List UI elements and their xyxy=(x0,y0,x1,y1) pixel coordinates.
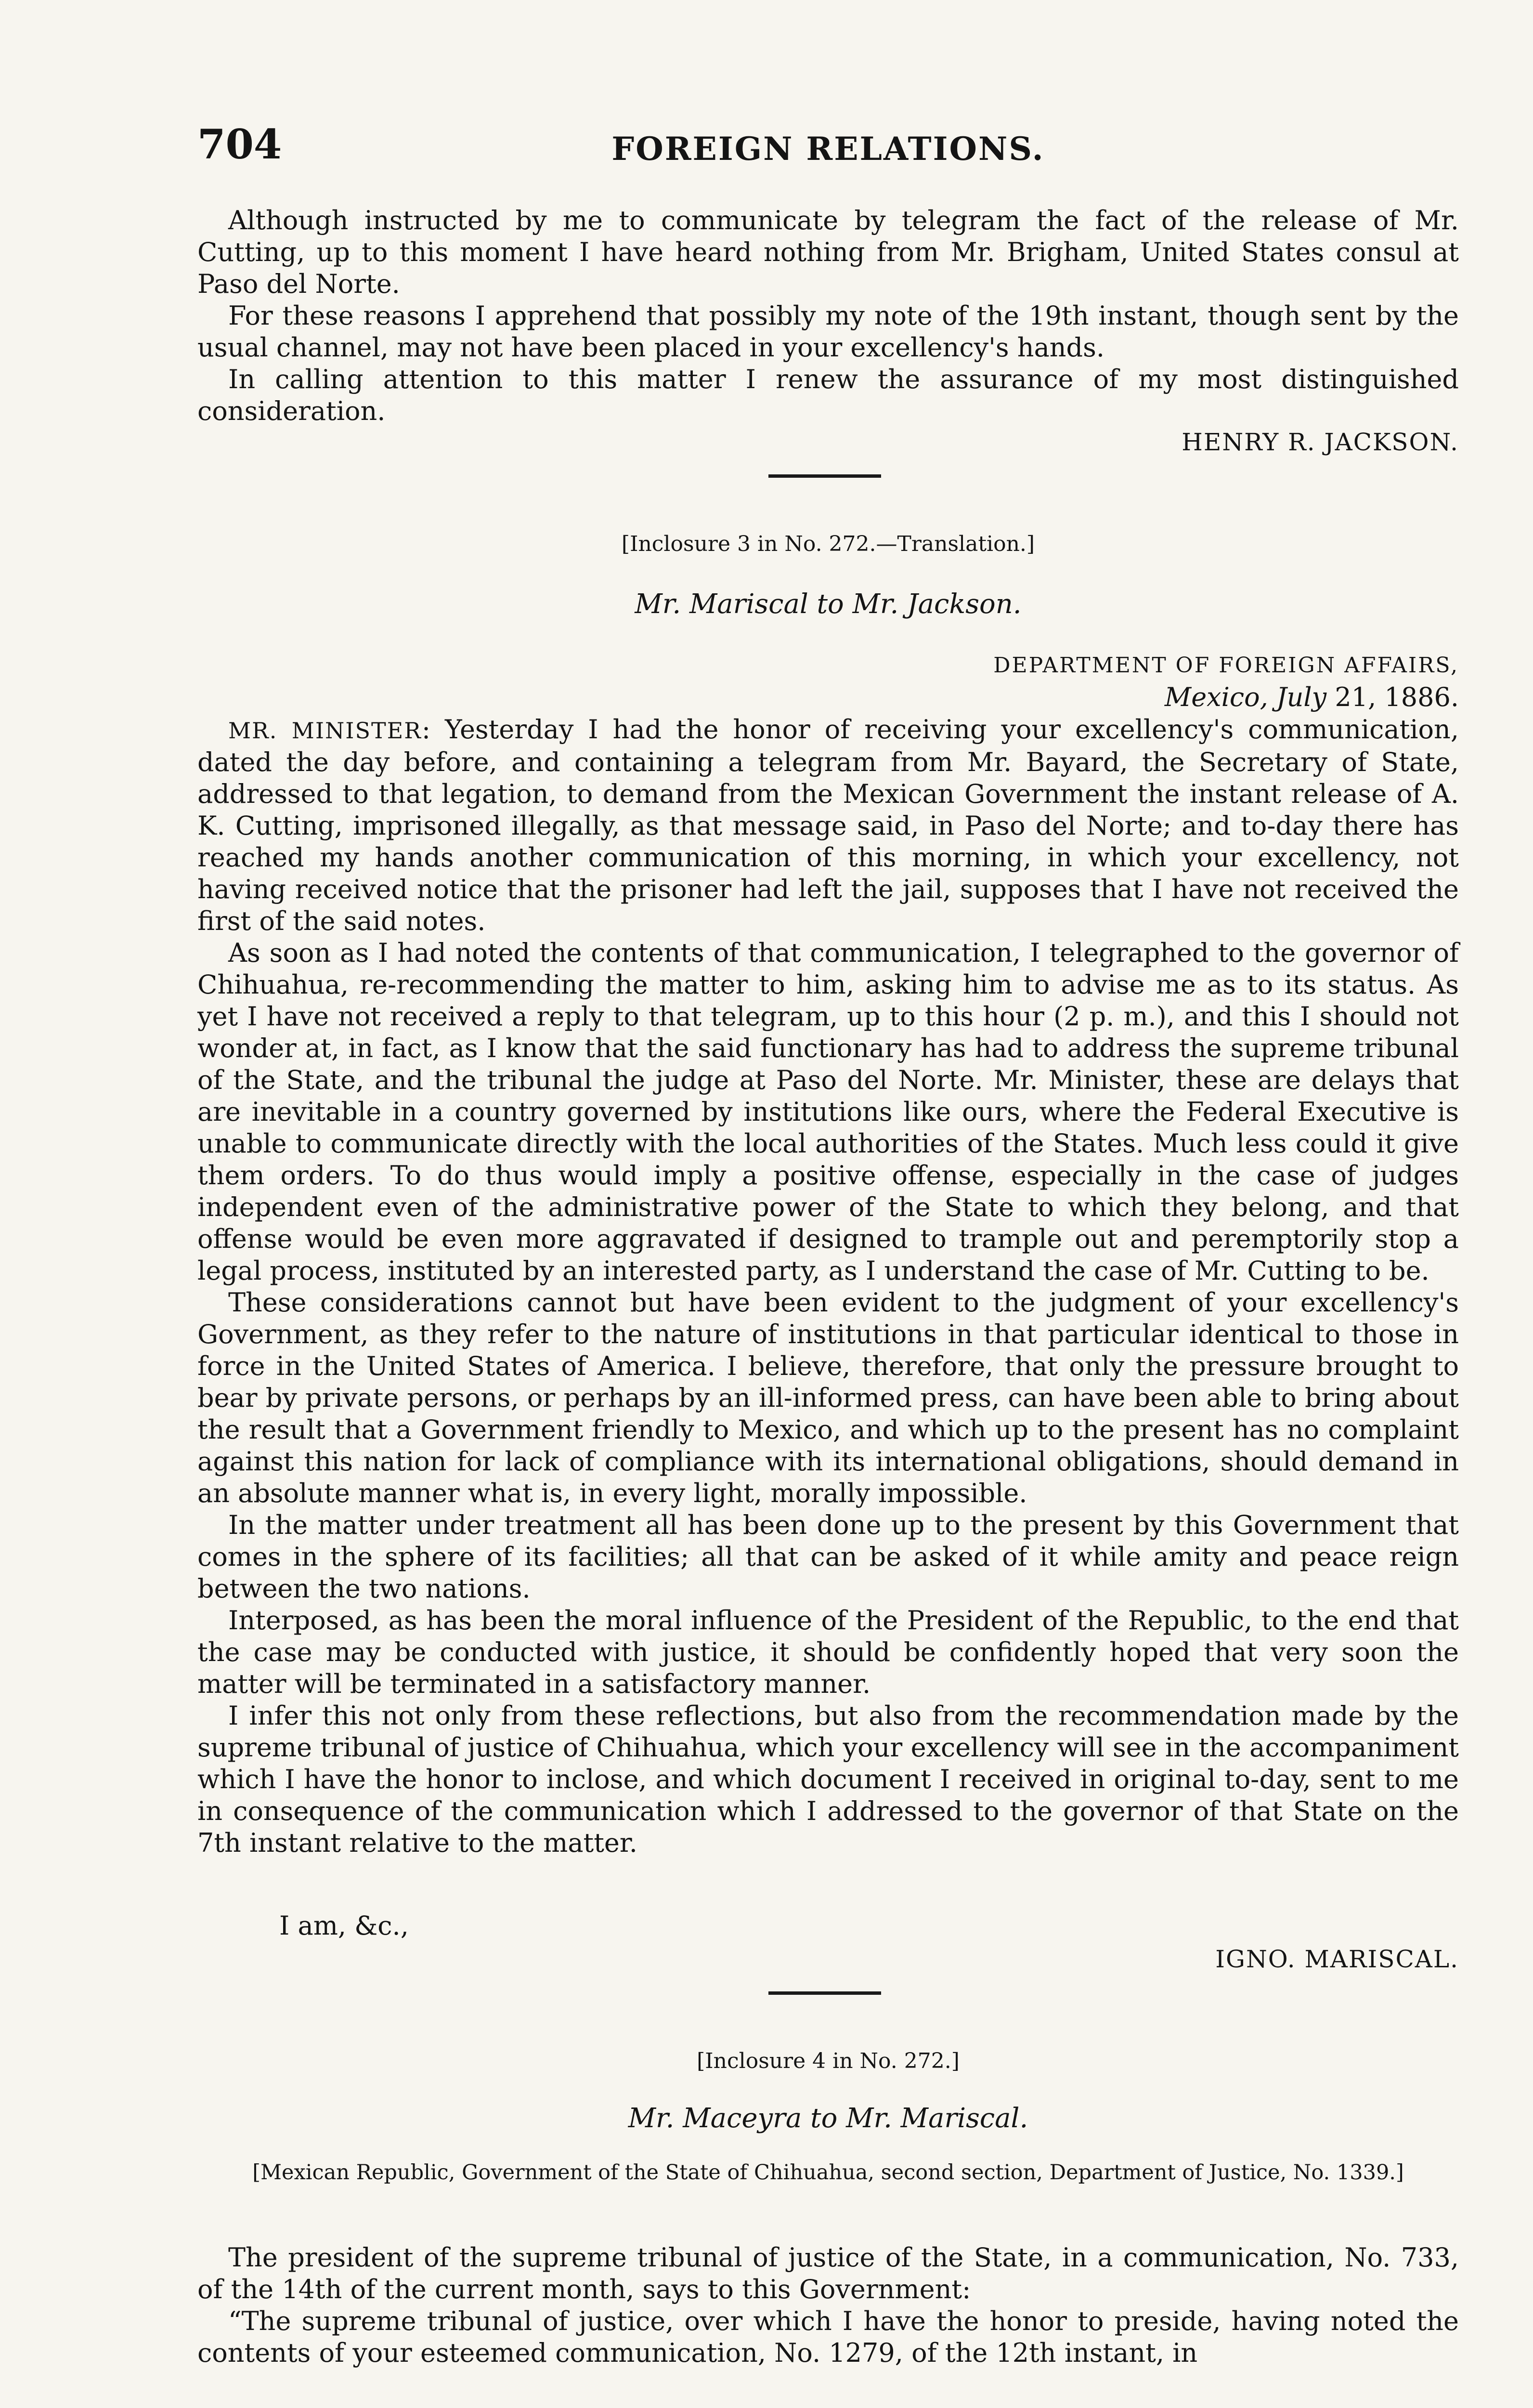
paragraph: “The supreme tribunal of justice, over which I have the honor to preside, having noted the contents of your esteemed communication, No. 1279, of the 12th instant, in xyxy=(197,2306,1459,2368)
section-divider xyxy=(768,1991,881,1995)
inclosure-3-title: Mr. Mariscal to Mr. Jackson. xyxy=(635,589,1022,620)
paragraph: These considerations cannot but have been evident to the judgment of your excellency's Government, as they refer to the nature of institutions in that particular identical to those in force in the United States of America. I believe, therefore, that only the pressure brought to bear by private persons, or perhaps by an ill-informed press, can have been able to bring about the result that a Government friendly to Mexico, and which up to the present has no complaint against this nation for lack of compliance with its international obligations, should demand in an absolute manner what is, in every light, morally impossible. xyxy=(197,1287,1459,1508)
closing: I am, &c., xyxy=(279,1911,409,1941)
running-title: FOREIGN RELATIONS. xyxy=(611,130,1045,168)
salutation: MR. MINISTER xyxy=(228,718,422,744)
section-divider xyxy=(768,474,881,478)
department-line xyxy=(993,648,1459,681)
signature-mariscal: IGNO. MARISCAL. xyxy=(1215,1945,1459,1973)
paragraph xyxy=(197,714,1459,937)
inclosure-3-heading: [Inclosure 3 in No. 272.—Translation.] xyxy=(621,532,1035,556)
paragraph: As soon as I had noted the contents of that communication, I telegraphed to the governor of Chihuahua, re-recommending the matter to him, asking him to advise me as to its status. As yet I have not received a reply to that telegram, up to this hour (2 p. m.), and this I should not wonder at, in fact, as I know that the said functionary has had to address the supreme tribunal of the State, and the tribunal the judge at Paso del Norte. Mr. Minister, these are delays that are inevitable in a country governed by institutions like ours, where the Federal Executive is unable to communicate directly with the local authorities of the States. Much less could it give them orders. To do thus would imply a positive offense, especially in the case of judges independent even of the administrative power of the State to which they belong, and that offense would be even more aggravated if designed to trample out and peremptorily stop a legal process, instituted by an interested party, as I understand the case of Mr. Cutting to be. xyxy=(197,938,1459,1286)
subheading-text: [Mexican Republic, Government of the State of Chihuahua, second section, Department of Justice, No. 1339.] xyxy=(252,2160,1404,2185)
inclosure-4-title: Mr. Maceyra to Mr. Mariscal. xyxy=(628,2103,1028,2134)
date-place: Mexico, July xyxy=(1164,682,1327,712)
date-day: 21, 1886. xyxy=(1335,682,1459,712)
paragraph: Although instructed by me to communicate by telegram the fact of the release of Mr. Cutting, up to this moment I have heard nothing from Mr. Brigham, United States consul at Paso del Norte. xyxy=(197,205,1459,299)
paragraph-text: : Yesterday I had the honor of receiving your excellency's communication, dated the day before, and containing a telegram from Mr. Bayard, the Secretary of State, addressed to that legation, to demand from the Mexican Government the instant release of A. K. Cutting, imprisoned illegally, as that message said, in Paso del Norte; and to-day there has reached my hands another communication of this morning, in which your excellency, not having received notice that the prisoner had left the jail, supposes that I have not received the first of the said notes. xyxy=(197,714,1459,936)
paragraph: For these reasons I apprehend that possibly my note of the 19th instant, though sent by the usual channel, may not have been placed in your excellency's hands. xyxy=(197,301,1459,363)
dateline xyxy=(993,648,1459,713)
page-header xyxy=(197,120,1459,173)
page-number: 704 xyxy=(197,120,282,168)
department-name: DEPARTMENT OF FOREIGN AFFAIRS, xyxy=(993,653,1459,678)
signature-jackson: HENRY R. JACKSON. xyxy=(1182,428,1459,456)
paragraph: I infer this not only from these reflections, but also from the recommendation made by the supreme tribunal of justice of Chihuahua, which your excellency will see in the accompaniment which I have the honor to inclose, and which document I received in original to-day, sent to me in consequence of the communication which I addressed to the governor of that State on the 7th instant relative to the matter. xyxy=(197,1701,1459,1858)
paragraph: Interposed, as has been the moral influence of the President of the Republic, to the end that the case may be conducted with justice, it should be confidently hoped that very soon the matter will be terminated in a satisfactory manner. xyxy=(197,1605,1459,1699)
letter-jackson-body xyxy=(197,205,1459,427)
paragraph: In the matter under treatment all has been done up to the present by this Government that comes in the sphere of its facilities; all that can be asked of it while amity and peace reign between the two nations. xyxy=(197,1510,1459,1604)
paragraph: The president of the supreme tribunal of justice of the State, in a communication, No. 733, of the 14th of the current month, says to this Government: xyxy=(197,2242,1459,2304)
inclosure-4-heading: [Inclosure 4 in No. 272.] xyxy=(697,2049,960,2073)
letter-maceyra-body xyxy=(197,2242,1459,2369)
letter-mariscal-body xyxy=(197,714,1459,1859)
inclosure-4-subheading xyxy=(197,2159,1459,2186)
paragraph: In calling attention to this matter I renew the assurance of my most distinguished consideration. xyxy=(197,364,1459,426)
date-line xyxy=(993,681,1459,713)
